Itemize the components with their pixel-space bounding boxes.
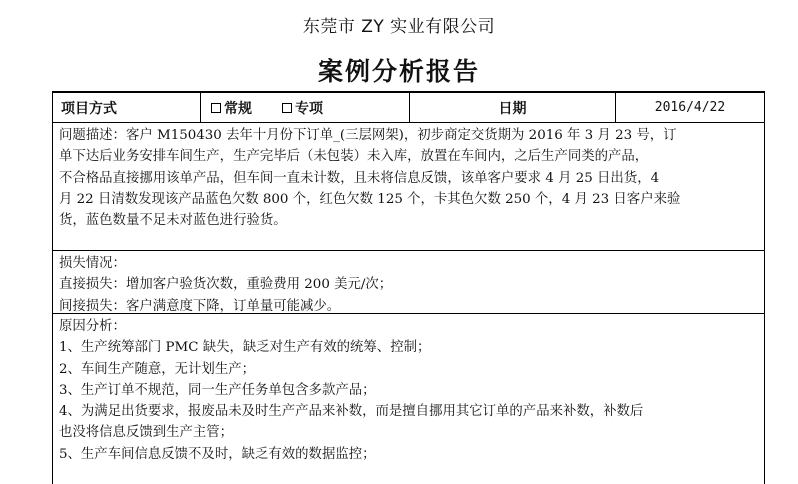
cause-line: 3、生产订单不规范，同一生产任务单包含多款产品； xyxy=(59,382,376,398)
report-title: 案例分析报告 xyxy=(317,57,480,86)
project-method-options xyxy=(201,93,410,122)
loss-line: 直接损失：增加客户验货次数，重验费用 200 美元/次； xyxy=(59,277,393,293)
problem-line: 问题描述：客户 M150430 去年十月份下订单_(三层网架)，初步商定交货期为 2016 年 3 月 23 号，订 xyxy=(59,128,677,143)
cause-analysis-section xyxy=(53,314,764,484)
problem-line: 货，蓝色数量不足未对蓝色进行验货。 xyxy=(59,213,287,229)
date-label: 日期 xyxy=(410,93,616,122)
date-value: 2016/4/22 xyxy=(654,100,726,115)
cause-line: 1、生产统筹部门 PMC 缺失，缺乏对生产有效的统筹、控制； xyxy=(59,340,431,356)
option-special-label: 专项 xyxy=(295,100,323,117)
header-row xyxy=(53,93,764,123)
cause-line: 4、为满足出货要求，报废品未及时生产产品来补数，而是擅自挪用其它订单的产品来补数，补数后 xyxy=(59,404,644,420)
loss-section xyxy=(53,251,764,314)
cause-line: 也没将信息反馈到生产主管； xyxy=(59,425,234,441)
option-regular[interactable] xyxy=(211,98,252,118)
loss-heading: 损失情况： xyxy=(59,256,126,271)
checkbox-special-icon[interactable] xyxy=(282,103,292,113)
checkbox-regular-icon[interactable] xyxy=(211,103,221,113)
problem-line: 月 22 日清数发现该产品蓝色欠数 800 个，红色欠数 125 个，卡其色欠数 250 个，4 月 23 日客户来验 xyxy=(59,191,681,207)
problem-line: 不合格品直接挪用该单产品，但车间一直未计数，且未将信息反馈，该单客户要求 4 月 25 日出货，4 xyxy=(59,170,660,186)
cause-heading: 原因分析： xyxy=(59,319,126,334)
problem-line: 单下达后业务安排车间生产，生产完毕后（未包装）未入库，放置在车间内，之后生产同类的产品， xyxy=(59,149,649,165)
loss-line: 间接损失：客户满意度下降，订单量可能减少。 xyxy=(59,298,341,314)
problem-description-section xyxy=(53,123,764,251)
report-table xyxy=(52,91,765,484)
project-method-label: 项目方式 xyxy=(53,93,201,122)
company-name: 东莞市 ZY 实业有限公司 xyxy=(302,17,496,37)
cause-line: 5、生产车间信息反馈不及时，缺乏有效的数据监控； xyxy=(59,446,376,462)
option-special[interactable] xyxy=(282,98,323,118)
option-regular-label: 常规 xyxy=(224,100,252,117)
cause-line: 2、车间生产随意，无计划生产； xyxy=(59,361,255,377)
